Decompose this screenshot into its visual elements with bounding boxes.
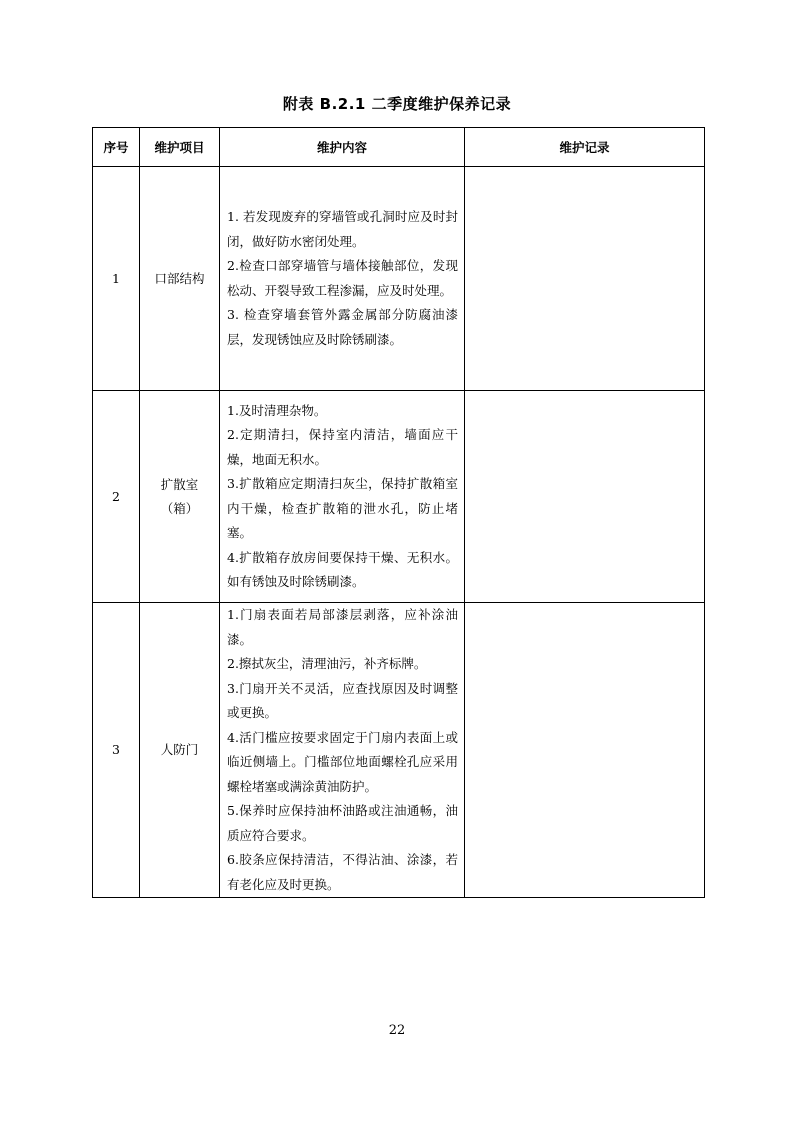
content-line: 3. 检查穿墙套管外露金属部分防腐油漆层，发现锈蚀应及时除锈刷漆。: [227, 307, 458, 347]
table-row: [93, 603, 705, 898]
header-record: 维护记录: [465, 128, 705, 167]
content-line: 1.及时清理杂物。: [227, 402, 327, 418]
item-label: 扩散室: [160, 476, 199, 492]
item-label: （箱）: [160, 500, 199, 516]
row-record-cell[interactable]: [465, 603, 705, 898]
maintenance-record-table: [92, 127, 705, 898]
content-line: 3.扩散箱应定期清扫灰尘，保持扩散箱室内干燥，检查扩散箱的泄水孔，防止堵塞。: [227, 476, 458, 540]
row-seq: 2: [93, 391, 140, 603]
row-item: [140, 603, 220, 898]
item-label: 口部结构: [154, 270, 205, 286]
row-seq: 3: [93, 603, 140, 898]
row-seq: 1: [93, 167, 140, 391]
row-record-cell[interactable]: [465, 391, 705, 603]
row-content: [220, 603, 465, 898]
table-row: [93, 167, 705, 391]
row-content: [220, 391, 465, 603]
table-header-row: [93, 128, 705, 167]
content-line: 2.检查口部穿墙管与墙体接触部位，发现松动、开裂导致工程渗漏，应及时处理。: [227, 258, 458, 298]
row-item: [140, 391, 220, 603]
row-record-cell[interactable]: [465, 167, 705, 391]
header-content: 维护内容: [220, 128, 465, 167]
row-content: [220, 167, 465, 391]
content-line: 4.扩散箱存放房间要保持干燥、无积水。如有锈蚀及时除锈刷漆。: [227, 549, 458, 589]
content-line: 3.门扇开关不灵活，应查找原因及时调整或更换。: [227, 680, 458, 720]
content-line: 6.胶条应保持清洁，不得沾油、涂漆，若有老化应及时更换。: [227, 852, 458, 892]
content-line: 1.门扇表面若局部漆层剥落，应补涂油漆。: [227, 607, 458, 647]
row-item: [140, 167, 220, 391]
item-label: 人防门: [160, 742, 199, 757]
table-row: [93, 391, 705, 603]
content-line: 2.定期清扫，保持室内清洁，墙面应干燥，地面无积水。: [227, 427, 458, 467]
page-number: 22: [388, 1023, 406, 1038]
content-line: 4.活门槛应按要求固定于门扇内表面上或临近侧墙上。门槛部位地面螺栓孔应采用螺栓堵塞或满涂黄油防护。: [227, 729, 458, 794]
content-line: 5.保养时应保持油杯油路或注油通畅，油质应符合要求。: [227, 803, 458, 843]
content-line: 2.擦拭灰尘，清理油污，补齐标牌。: [227, 656, 427, 671]
header-item: 维护项目: [140, 128, 220, 167]
page-title: 附表 B.2.1 二季度维护保养记录: [282, 95, 512, 113]
header-seq: 序号: [93, 128, 140, 167]
content-line: 1. 若发现废弃的穿墙管或孔洞时应及时封闭，做好防水密闭处理。: [227, 209, 458, 249]
